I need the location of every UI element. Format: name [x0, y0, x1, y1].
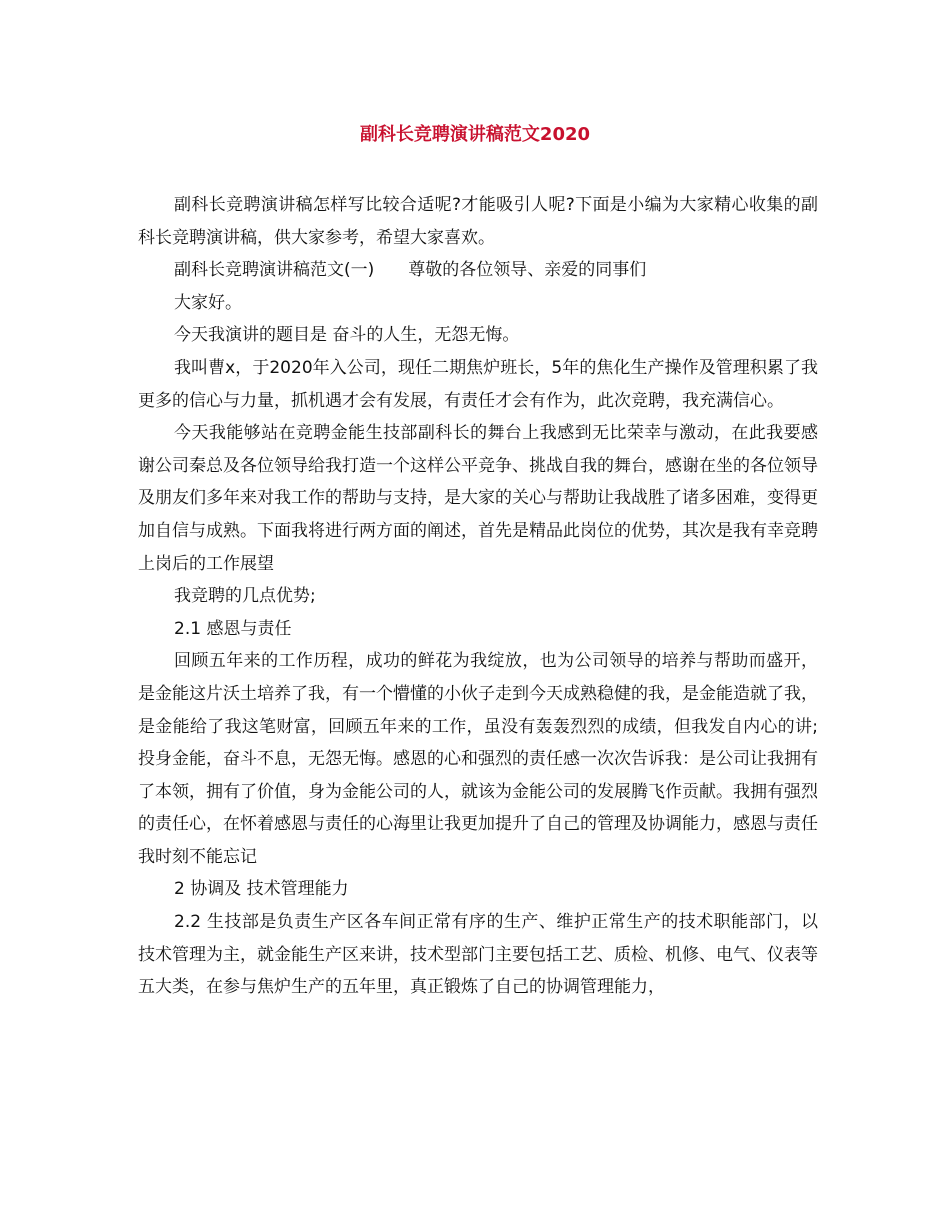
document-title: 副科长竞聘演讲稿范文2020 [359, 124, 591, 145]
paragraph: 回顾五年来的工作历程，成功的鲜花为我绽放，也为公司领导的培养与帮助而盛开，是金能这片沃土培养了我，有一个懵懂的小伙子走到今天成熟稳健的我，是金能造就了我，是金能给了我这笔财富，回顾五年来的工作，虽没有轰轰烈烈的成绩，但我发自内心的讲;投身金能，奋斗不息，无怨无悔。感恩的心和强烈的责任感一次次告诉我：是公司让我拥有了本领，拥有了价值，身为金能公司的人，就该为金能公司的发展腾飞作贡献。我拥有强烈的责任心，在怀着感恩与责任的心海里让我更加提升了自己的管理及协调能力，感恩与责任我时刻不能忘记 [138, 651, 818, 867]
paragraph: 2 协调及 技术管理能力 [174, 879, 349, 900]
paragraph: 副科长竞聘演讲稿范文(一) 尊敬的各位领导、亲爱的同事们 [174, 260, 647, 281]
paragraph: 我竞聘的几点优势; [174, 586, 316, 607]
paragraph: 副科长竞聘演讲稿怎样写比较合适呢?才能吸引人呢?下面是小编为大家精心收集的副科长竞聘演讲稿，供大家参考，希望大家喜欢。 [138, 195, 818, 248]
paragraph: 今天我能够站在竞聘金能生技部副科长的舞台上我感到无比荣幸与激动，在此我要感谢公司秦总及各位领导给我打造一个这样公平竞争、挑战自我的舞台，感谢在坐的各位领导及朋友们多年来对我工作的帮助与支持，是大家的关心与帮助让我战胜了诸多困难，变得更加自信与成熟。下面我将进行两方面的阐述，首先是精品此岗位的优势，其次是我有幸竞聘上岗后的工作展望 [138, 423, 818, 574]
paragraph: 我叫曹x，于2020年入公司，现任二期焦炉班长，5年的焦化生产操作及管理积累了我更多的信心与力量，抓机遇才会有发展，有责任才会有作为，此次竞聘，我充满信心。 [138, 357, 818, 411]
paragraph: 2.2 生技部是负责生产区各车间正常有序的生产、维护正常生产的技术职能部门，以技术管理为主，就金能生产区来讲，技术型部门主要包括工艺、质检、机修、电气、仪表等五大类，在参与焦炉生产的五年里，真正锻炼了自己的协调管理能力， [138, 912, 818, 998]
paragraph: 今天我演讲的题目是 奋斗的人生，无怨无悔。 [174, 325, 520, 346]
paragraph: 大家好。 [174, 292, 242, 313]
paragraph: 2.1 感恩与责任 [174, 618, 292, 639]
document-body [138, 189, 818, 1004]
